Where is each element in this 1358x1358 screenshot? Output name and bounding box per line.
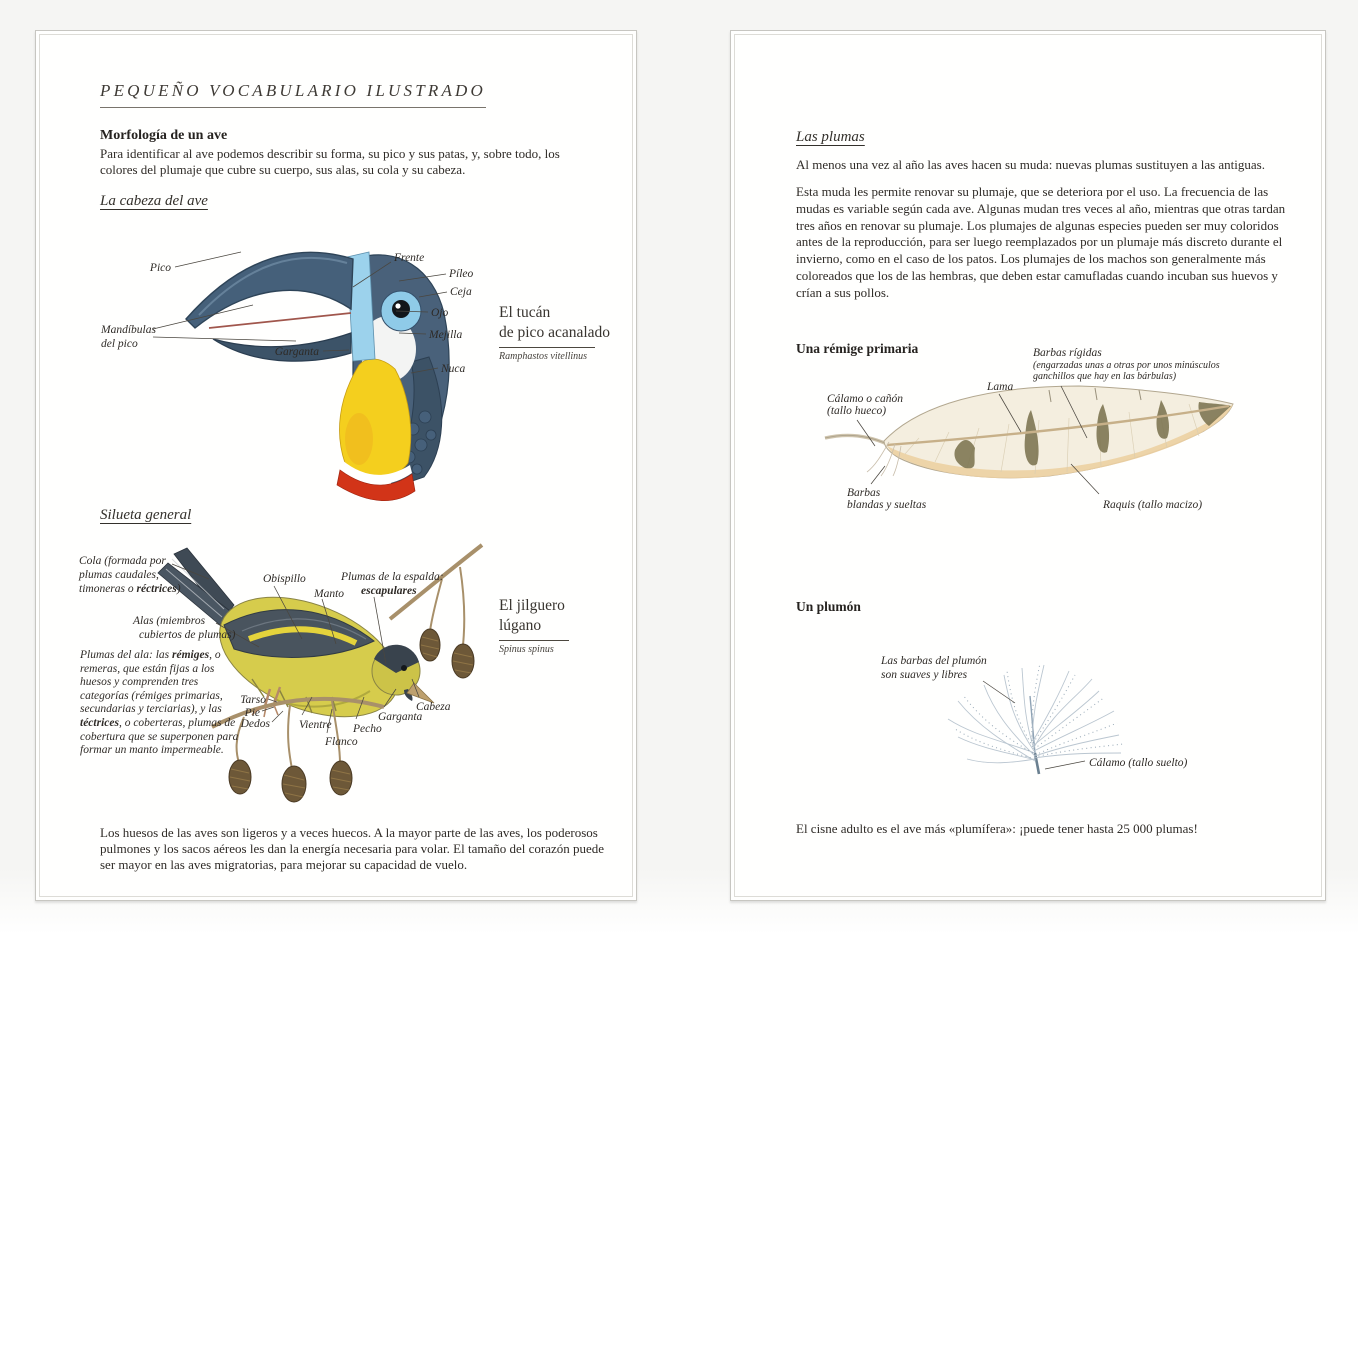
- label-pecho: Pecho: [353, 723, 382, 735]
- label-pileo: Píleo: [449, 268, 474, 280]
- siskin-eye: [401, 665, 407, 671]
- label-lama: Lama: [987, 381, 1014, 393]
- label-dedos: Dedos: [240, 718, 270, 730]
- label-cola-3: timoneras o réctrices): [79, 583, 181, 595]
- plumas-paragraph-2: Esta muda les permite renovar su plumaje, que se deteriora por el uso. La frecuencia de las mudas es variable según cada ave. Algunas mudan tres veces al año, mientras que otras tardan tres años en renovar su plumaje. Los plumajes de algunas especies pueden ser muy coloridos antes de la reproducción, para ser luego reemplazados por un plumaje más discreto durante el invierno, como en el caso de los patos. Los plumajes de los machos son generalmente más coloreados que los de las hembras, que deben estar camufladas cuando incuban sus huevos y crían a sus pollos.: [796, 184, 1286, 300]
- cone-stem-4: [288, 705, 292, 769]
- label-mejilla: Mejilla: [429, 329, 463, 341]
- label-mandibulas-1: Mandíbulas: [101, 324, 156, 336]
- remige-heading: Una rémige primaria: [796, 341, 919, 356]
- label-plumon-barbas-2: son suaves y libres: [881, 669, 968, 681]
- label-plumon-calamo: Cálamo (tallo suelto): [1089, 757, 1188, 769]
- label-espalda-2: escapulares: [361, 585, 417, 597]
- label-frente: Frente: [394, 252, 425, 264]
- label-barbas-rigidas-2: (engarzadas unas a otras por unos minúsculos: [1033, 360, 1220, 371]
- silueta-heading: Silueta general: [100, 507, 192, 523]
- toucan-species-latin: Ramphastos vitellinus: [499, 347, 595, 364]
- siskin-species-caption: [499, 596, 619, 656]
- plumas-paragraph-1: Al menos una vez al año las aves hacen su muda: nuevas plumas sustituyen a las antiguas.: [796, 157, 1265, 172]
- page-left: [35, 30, 637, 901]
- label-alas-2: cubiertos de plumas): [139, 629, 236, 641]
- alder-cones-lower: [229, 760, 352, 802]
- morfologia-heading: Morfología de un ave: [100, 128, 228, 143]
- label-obispillo: Obispillo: [263, 573, 306, 585]
- label-vientre: Vientre: [299, 719, 332, 731]
- label-calamo-2: (tallo hueco): [827, 405, 887, 417]
- label-tarso: Tarso: [240, 694, 266, 706]
- plumon-labels: [880, 655, 1188, 769]
- remige-illustration: [809, 346, 1249, 541]
- toucan-upper-beak: [186, 252, 353, 328]
- toucan-species-line2: de pico acanalado: [499, 323, 611, 341]
- toucan-species-caption: [499, 303, 629, 363]
- label-manto: Manto: [314, 588, 345, 600]
- plumon-heading: Un plumón: [796, 599, 861, 614]
- label-barbas-blandas-2: blandas y sueltas: [847, 499, 927, 511]
- label-alas-1: Alas (miembros: [133, 615, 206, 627]
- label-ceja: Ceja: [450, 286, 472, 298]
- label-flanco: Flanco: [325, 736, 358, 748]
- toucan-pupil: [392, 300, 410, 318]
- page-title: PEQUEÑO VOCABULARIO ILUSTRADO: [100, 81, 486, 108]
- label-cola-2: plumas caudales,: [79, 569, 159, 581]
- label-nuca: Nuca: [441, 363, 466, 375]
- label-espalda-1: Plumas de la espalda:: [341, 571, 444, 583]
- plumas-ala-post: , o coberteras, plumas de cobertura que se superponen para formar un manto impermeable.: [80, 716, 239, 757]
- label-cabeza: Cabeza: [416, 701, 451, 713]
- toucan-species-line1: El tucán: [499, 304, 551, 321]
- toucan-mouth-line: [209, 313, 351, 328]
- toucan-illustration: [91, 229, 531, 521]
- right-footer-line: El cisne adulto es el ave más «plumífera»: ¡puede tener hasta 25 000 plumas!: [796, 821, 1198, 836]
- label-pie: Pie: [244, 707, 260, 719]
- cone-stem-2: [460, 567, 464, 645]
- page-right: [730, 30, 1326, 901]
- plumon-leader-lines: [983, 681, 1085, 769]
- plumon-illustration: [863, 641, 1198, 813]
- plumas-ala-bold1: rémiges: [172, 649, 210, 661]
- siskin-species-line1: El jilguero: [499, 597, 565, 614]
- plumas-ala-note: [80, 649, 244, 758]
- siskin-species-line2: lúgano: [499, 616, 542, 634]
- label-pico: Pico: [149, 262, 171, 274]
- label-plumon-barbas-1: Las barbas del plumón: [881, 655, 987, 667]
- toucan-breast-shade: [345, 413, 373, 465]
- label-cola-1: Cola (formada por: [79, 555, 166, 567]
- label-garganta-toucan: Garganta: [274, 346, 319, 358]
- label-ojo: Ojo: [431, 307, 449, 319]
- down-fluff-dots: [955, 663, 1123, 759]
- left-footer-paragraph: Los huesos de las aves son ligeros y a veces huecos. A la mayor parte de las aves, los poderosos pulmones y los sacos aéreos les dan la energía necesaria para volar. El tamaño del corazón puede ser mayor en las aves migratorias, para mejorar su capacidad de vuelo.: [100, 825, 605, 873]
- label-barbas-blandas-1: Barbas: [847, 487, 881, 499]
- siskin-species-latin: Spinus spinus: [499, 640, 569, 657]
- plumas-ala-bold2: téctrices: [80, 716, 119, 729]
- label-barbas-rigidas-1: Barbas rígidas: [1033, 347, 1102, 359]
- label-calamo-1: Cálamo o cañón: [827, 393, 904, 405]
- label-raquis: Raquis (tallo macizo): [1103, 499, 1203, 511]
- alder-cones-upper: [420, 629, 474, 678]
- morfologia-body: Para identificar al ave podemos describir su forma, su pico y sus patas, y, sobre todo, los colores del plumaje que cubre su cuerpo, sus alas, su cola y su cabeza.: [100, 146, 560, 178]
- label-garganta-siskin: Garganta: [378, 711, 423, 723]
- label-mandibulas-2: del pico: [101, 338, 138, 350]
- cabeza-heading: La cabeza del ave: [100, 193, 208, 209]
- plumas-ala-pre: Plumas del ala: las: [80, 649, 172, 661]
- toucan-drawing: [186, 252, 449, 501]
- plumas-heading: Las plumas: [796, 129, 865, 145]
- plumas-ala-mid: , o remeras, que están fijas a los huesos y comprenden tres categorías (rémiges primarias, secundarias y terciarias), y las: [80, 649, 223, 716]
- label-barbas-rigidas-3: ganchillos que hay en las bárbulas): [1033, 371, 1177, 382]
- toucan-eye-glint: [395, 303, 400, 308]
